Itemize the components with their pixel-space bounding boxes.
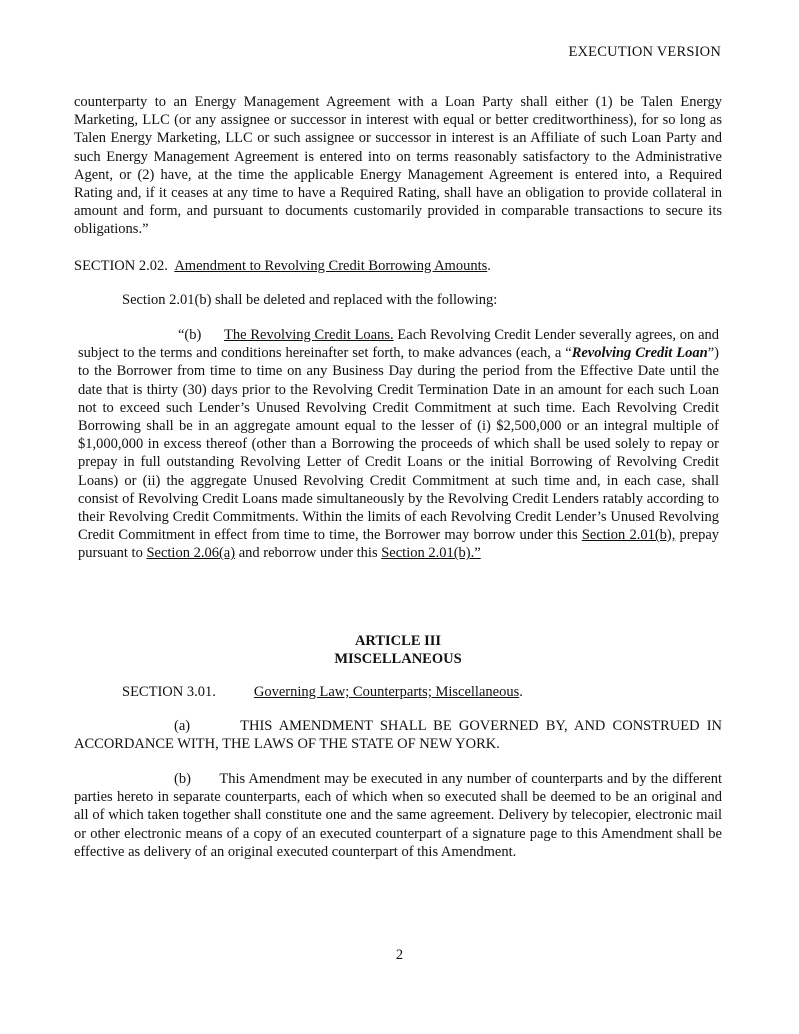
- section-ref-2-01b-closing: Section 2.01(b).”: [381, 545, 481, 562]
- replacement-intro: Section 2.01(b) shall be deleted and replaced with the following:: [122, 292, 498, 308]
- section-2-02-number: SECTION 2.02.: [74, 258, 168, 274]
- section-2-02-period: .: [487, 258, 491, 274]
- replacement-intro-block: [74, 291, 722, 309]
- section-3-01-title: Governing Law; Counterparts; Miscellaneous: [253, 684, 520, 700]
- continuation-paragraph-block: [74, 93, 722, 239]
- para-b-label: (b): [174, 771, 191, 787]
- article-title: MISCELLANEOUS: [334, 651, 462, 667]
- para-a-text: THIS AMENDMENT SHALL BE GOVERNED BY, AND CONSTRUED IN ACCORDANCE WITH, THE LAWS OF THE STATE OF NEW YORK.: [74, 718, 723, 753]
- section-3-01-heading: [122, 683, 722, 701]
- section-2-02-heading: [74, 257, 722, 275]
- clause-heading: The Revolving Credit Loans.: [224, 327, 394, 343]
- execution-version-header: EXECUTION VERSION: [568, 44, 721, 60]
- governing-law-paragraph: [74, 717, 722, 753]
- clause-text-3: prepay pursuant to: [78, 527, 720, 562]
- article-heading: [74, 632, 722, 668]
- revolving-credit-clause-block: [78, 326, 719, 563]
- counterparts-paragraph: [74, 770, 722, 861]
- para-a-label: (a): [174, 718, 191, 734]
- article-number: ARTICLE III: [354, 633, 442, 649]
- section-ref-2-06a: Section 2.06(a): [146, 545, 236, 562]
- section-ref-2-01b: Section 2.01(b),: [581, 527, 676, 544]
- clause-lead: “(b): [178, 327, 202, 343]
- section-3-01-period: .: [519, 684, 523, 700]
- section-3-01-number: SECTION 3.01.: [122, 684, 216, 700]
- counterparts-paragraph-block: [74, 770, 722, 861]
- revolving-credit-clause: [78, 326, 719, 563]
- defined-term-revolving-credit-loan: Revolving Credit Loan: [571, 345, 708, 362]
- clause-text-1: Each Revolving Credit Lender severally agrees, on and subject to the terms and conditions hereinafter set forth, to make advances (each, a “: [78, 327, 720, 362]
- continuation-paragraph: counterparty to an Energy Management Agreement with a Loan Party shall either (1) be Talen Energy Marketing, LLC (or any assignee or successor in interest with equal or better creditworthiness), for so long as Talen Energy Marketing, LLC or such assignee or successor in interest is an Affiliate of such Loan Party and such Energy Management Agreement is entered into on terms reasonably satisfactory to the Administrative Agent, or (2) have, at the time the applicable Energy Management Agreement is entered into, a Required Rating and, if it ceases at any time to have a Required Rating, shall have an obligation to provide collateral in amount and form, and pursuant to documents customarily provided in comparable transactions to secure its obligations.”: [74, 94, 722, 238]
- para-b-text: This Amendment may be executed in any number of counterparts and by the different parties hereto in separate counterparts, each of which when so executed shall be deemed to be an original and all of which taken together shall constitute one and the same agreement. Delivery by telecopier, electronic mail or other electronic means of a copy of an executed counterpart of a signature page to this Amendment shall be effective as delivery of an original executed counterpart of this Amendment.: [74, 771, 722, 860]
- clause-text-4: and reborrow under this: [235, 545, 382, 562]
- section-2-02-title: Amendment to Revolving Credit Borrowing Amounts: [174, 258, 488, 274]
- page-number: 2: [395, 947, 404, 963]
- clause-text-2: ”) to the Borrower from time to time on any Business Day during the period from the Effective Date until the date that is thirty (30) days prior to the Revolving Credit Termination Date in an amount for each such Loan not to exceed such Lender’s Unused Revolving Credit Commitment at such time. Each Revolving Credit Borrowing shall be in an aggregate amount equal to the lesser of (i) $2,500,000 or an integral multiple of $1,000,000 in excess thereof (other than a Borrowing the proceeds of which shall be used solely to repay or prepay in full outstanding Revolving Letter of Credit Loans or the initial Borrowing of Revolving Credit Loans) or (ii) the aggregate Unused Revolving Credit Commitment at such time and, in each case, shall consist of Revolving Credit Loans made simultaneously by the Revolving Credit Lenders ratably according to their Revolving Credit Commitments. Within the limits of each Revolving Credit Lender’s Unused Revolving Credit Commitment in effect from time to time, the Borrower may borrow under this: [78, 345, 719, 544]
- governing-law-paragraph-block: [74, 717, 722, 753]
